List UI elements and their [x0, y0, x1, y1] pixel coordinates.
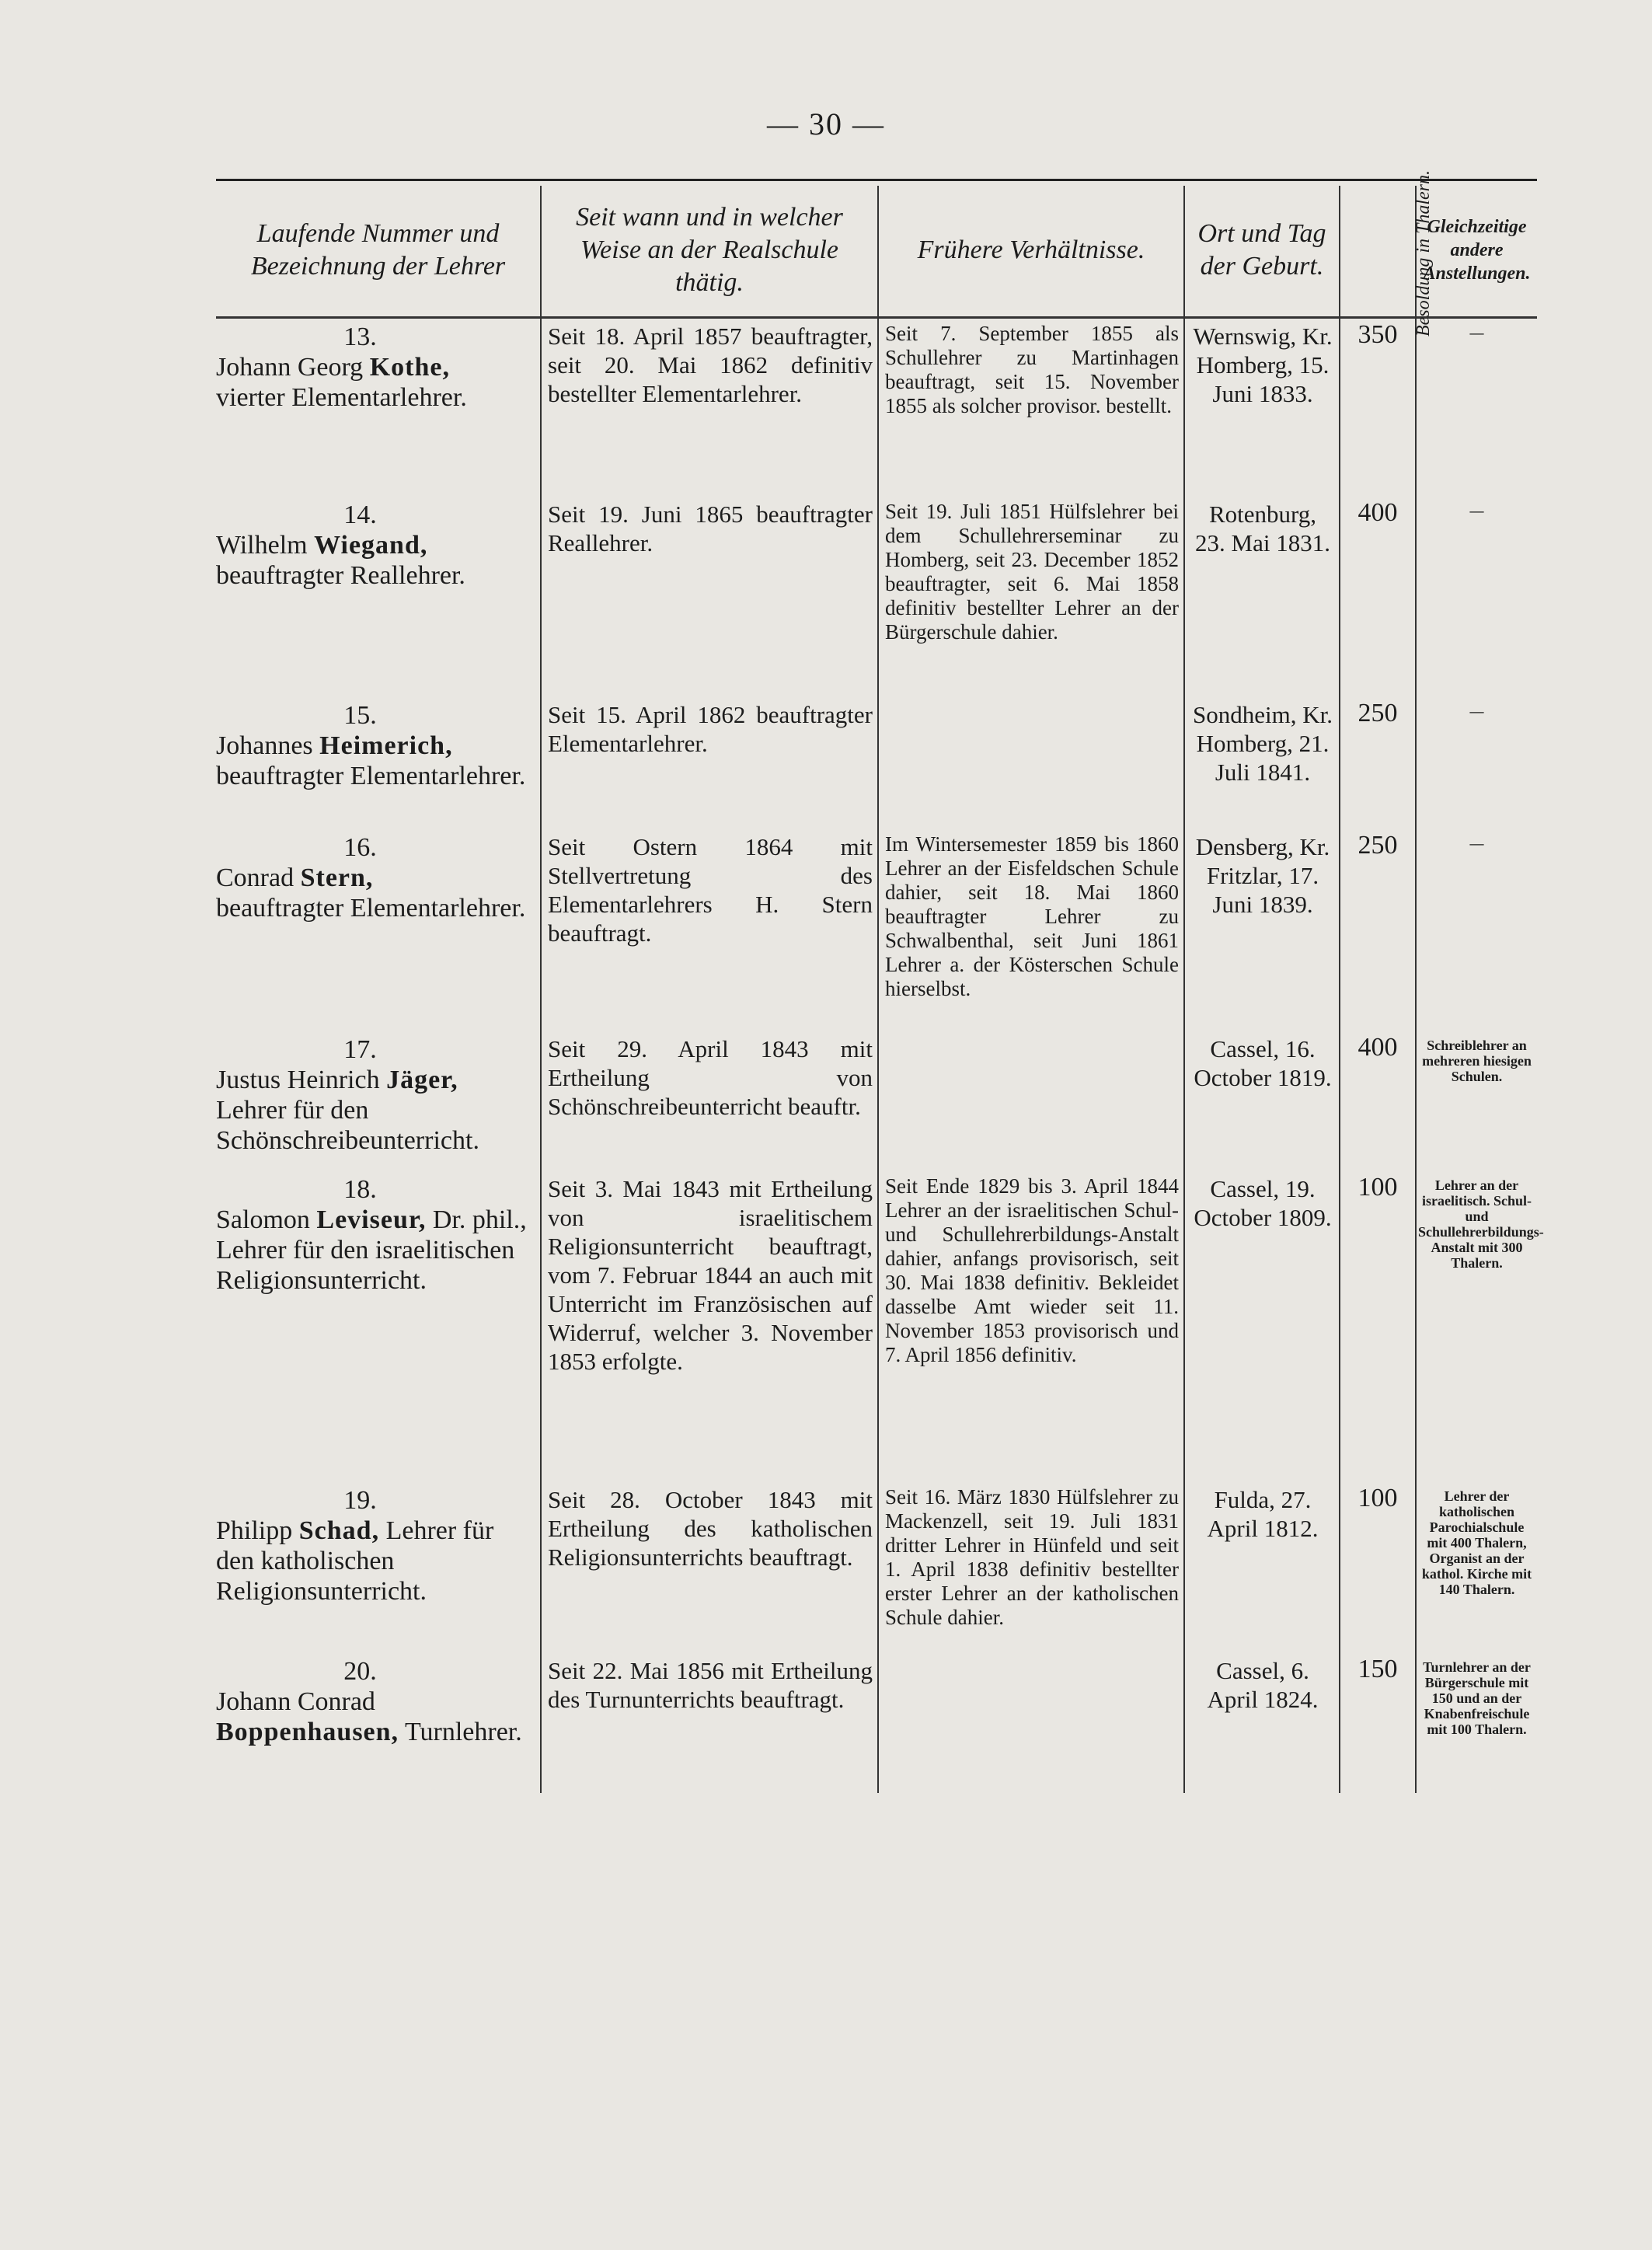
since-when-cell: Seit 3. Mai 1843 mit Ertheilung von israelitischem Religionsunterricht beauftragt, vom 7. Februar 1844 an auch mit Unterricht im Französischen auf Widerruf, welcher 3. November 1853 erfolgte. — [541, 1171, 878, 1482]
table-row — [216, 1171, 1537, 1482]
teacher-first-names: Johann Conrad — [216, 1687, 375, 1716]
since-when-cell: Seit Ostern 1864 mit Stellvertretung des Elementarlehrers H. Stern beauftragt. — [541, 829, 878, 1031]
header-birth: Ort und Tag der Geburt. — [1184, 186, 1340, 318]
table-row — [216, 1031, 1537, 1171]
page-number: — 30 — — [767, 106, 885, 141]
teacher-table — [216, 170, 1544, 1793]
teacher-title: Turnlehrer. — [404, 1717, 522, 1746]
other-posts-cell: — — [1416, 318, 1537, 497]
earlier-cell — [878, 1031, 1184, 1171]
teacher-first-names: Johann Georg — [216, 353, 364, 382]
teacher-surname: Stern, — [300, 863, 374, 892]
table-row — [216, 697, 1537, 829]
salary-cell: 100 — [1340, 1482, 1416, 1653]
table-row — [216, 1653, 1537, 1793]
since-when-cell: Seit 19. Juni 1865 beauftragter Reallehrer. — [541, 497, 878, 697]
header-salary: Besoldung in Thalern. — [1340, 186, 1416, 318]
table-row — [216, 829, 1537, 1031]
teacher-title: beauftragter Reallehrer. — [216, 560, 465, 590]
table-row — [216, 318, 1537, 497]
salary-cell: 250 — [1340, 697, 1416, 829]
row-number: 15. — [343, 700, 377, 730]
row-number: 18. — [343, 1174, 377, 1204]
teacher-surname: Schad, — [298, 1516, 380, 1545]
header-since-when: Seit wann und in welcher Weise an der Realschule thätig. — [541, 186, 878, 318]
table-body — [216, 318, 1544, 1793]
row-number: 17. — [343, 1034, 377, 1064]
teacher-first-names: Wilhelm — [216, 530, 308, 560]
birth-cell: Sondheim, Kr. Homberg, 21. Juli 1841. — [1184, 697, 1340, 829]
teacher-first-names: Johannes — [216, 731, 313, 760]
row-number: 14. — [343, 500, 377, 529]
since-when-cell: Seit 29. April 1843 mit Ertheilung von Schönschreibeunterricht beauftr. — [541, 1031, 878, 1171]
birth-cell: Cassel, 16. October 1819. — [1184, 1031, 1340, 1171]
teacher-title: beauftragter Elementarlehrer. — [216, 761, 526, 790]
teacher-first-names: Justus Heinrich — [216, 1065, 380, 1094]
teacher-first-names: Conrad — [216, 863, 295, 892]
since-when-cell: Seit 22. Mai 1856 mit Ertheilung des Turnunterrichts beauftragt. — [541, 1653, 878, 1793]
salary-cell: 100 — [1340, 1171, 1416, 1482]
salary-cell: 400 — [1340, 1031, 1416, 1171]
teacher-table-container — [216, 170, 1544, 1793]
other-posts-cell: Turnlehrer an der Bürgerschule mit 150 und an der Knabenfreischule mit 100 Thalern. — [1416, 1653, 1537, 1793]
earlier-cell — [878, 697, 1184, 829]
teacher-surname: Heimerich, — [319, 731, 453, 760]
salary-cell: 350 — [1340, 318, 1416, 497]
earlier-cell: Seit 19. Juli 1851 Hülfslehrer bei dem Schullehrerseminar zu Homberg, seit 23. December 1852 beauftragter, seit 6. Mai 1858 definitiv bestellter Lehrer an der Bürgerschule dahier. — [878, 497, 1184, 697]
teacher-first-names: Salomon — [216, 1205, 310, 1234]
row-number: 13. — [343, 323, 377, 351]
table-top-rule — [216, 179, 1537, 181]
other-posts-cell: Lehrer an der israelitisch. Schul- und Schullehrerbildungs-Anstalt mit 300 Thalern. — [1416, 1171, 1537, 1482]
teacher-surname: Wiegand, — [314, 530, 428, 560]
row-number: 20. — [343, 1656, 377, 1686]
teacher-surname: Boppenhausen, — [216, 1717, 399, 1746]
earlier-cell: Seit 16. März 1830 Hülfslehrer zu Mackenzell, seit 19. Juli 1831 dritter Lehrer in Hünfeld und seit 1. April 1838 definitiv bestellter erster Lehrer an der katholischen Schule dahier. — [878, 1482, 1184, 1653]
header-number-name: Laufende Nummer und Bezeichnung der Lehrer — [216, 186, 541, 318]
teacher-title: vierter Elementarlehrer. — [216, 383, 467, 412]
row-number: 16. — [343, 832, 377, 862]
salary-cell: 400 — [1340, 497, 1416, 697]
teacher-title: beauftragter Elementarlehrer. — [216, 893, 526, 923]
teacher-surname: Leviseur, — [316, 1205, 427, 1234]
other-posts-cell: Schreiblehrer an mehreren hiesigen Schulen. — [1416, 1031, 1537, 1171]
earlier-cell — [878, 1653, 1184, 1793]
header-other-posts: Gleichzeitige andere Anstellungen. — [1416, 186, 1537, 318]
other-posts-cell: — — [1416, 829, 1537, 1031]
other-posts-cell: Lehrer der katholischen Parochialschule mit 400 Thalern, Organist an der kathol. Kirche mit 140 Thalern. — [1416, 1482, 1537, 1653]
birth-cell: Cassel, 6. April 1824. — [1184, 1653, 1340, 1793]
teacher-title: Dr. phil., Lehrer für den israelitischen Religionsunterricht. — [216, 1205, 527, 1295]
teacher-title: Lehrer für den katholischen Religionsunterricht. — [216, 1516, 494, 1606]
header-earlier: Frühere Verhältnisse. — [878, 186, 1184, 318]
earlier-cell: Seit 7. September 1855 als Schullehrer zu Martinhagen beauftragt, seit 15. November 1855 als solcher provisor. bestellt. — [878, 318, 1184, 497]
birth-cell: Fulda, 27. April 1812. — [1184, 1482, 1340, 1653]
birth-cell: Cassel, 19. October 1809. — [1184, 1171, 1340, 1482]
teacher-title: Lehrer für den Schönschreibeunterricht. — [216, 1095, 479, 1155]
salary-cell: 150 — [1340, 1653, 1416, 1793]
row-number: 19. — [343, 1485, 377, 1515]
since-when-cell: Seit 18. April 1857 beauftragter, seit 20. Mai 1862 definitiv bestellter Elementarlehrer. — [541, 318, 878, 497]
earlier-cell: Im Wintersemester 1859 bis 1860 Lehrer an der Eisfeldschen Schule dahier, seit 18. Mai 1860 beauftragter Lehrer zu Schwalbenthal, seit Juni 1861 Lehrer a. der Kösterschen Schule hierselbst. — [878, 829, 1184, 1031]
salary-cell: 250 — [1340, 829, 1416, 1031]
teacher-surname: Jäger, — [386, 1065, 458, 1094]
since-when-cell: Seit 28. October 1843 mit Ertheilung des katholischen Religionsunterrichts beauftragt. — [541, 1482, 878, 1653]
other-posts-cell: — — [1416, 497, 1537, 697]
earlier-cell: Seit Ende 1829 bis 3. April 1844 Lehrer an der israelitischen Schul- und Schullehrerbildungs-Anstalt dahier, anfangs provisorisch, seit 30. Mai 1838 definitiv. Bekleidet dasselbe Amt wieder seit 11. November 1853 provisorisch und 7. April 1856 definitiv. — [878, 1171, 1184, 1482]
birth-cell: Densberg, Kr. Fritzlar, 17. Juni 1839. — [1184, 829, 1340, 1031]
birth-cell: Rotenburg, 23. Mai 1831. — [1184, 497, 1340, 697]
since-when-cell: Seit 15. April 1862 beauftragter Elementarlehrer. — [541, 697, 878, 829]
teacher-first-names: Philipp — [216, 1516, 293, 1545]
other-posts-cell: — — [1416, 697, 1537, 829]
table-row — [216, 1482, 1537, 1653]
table-row — [216, 497, 1537, 697]
birth-cell: Wernswig, Kr. Homberg, 15. Juni 1833. — [1184, 318, 1340, 497]
teacher-surname: Kothe, — [369, 353, 450, 382]
